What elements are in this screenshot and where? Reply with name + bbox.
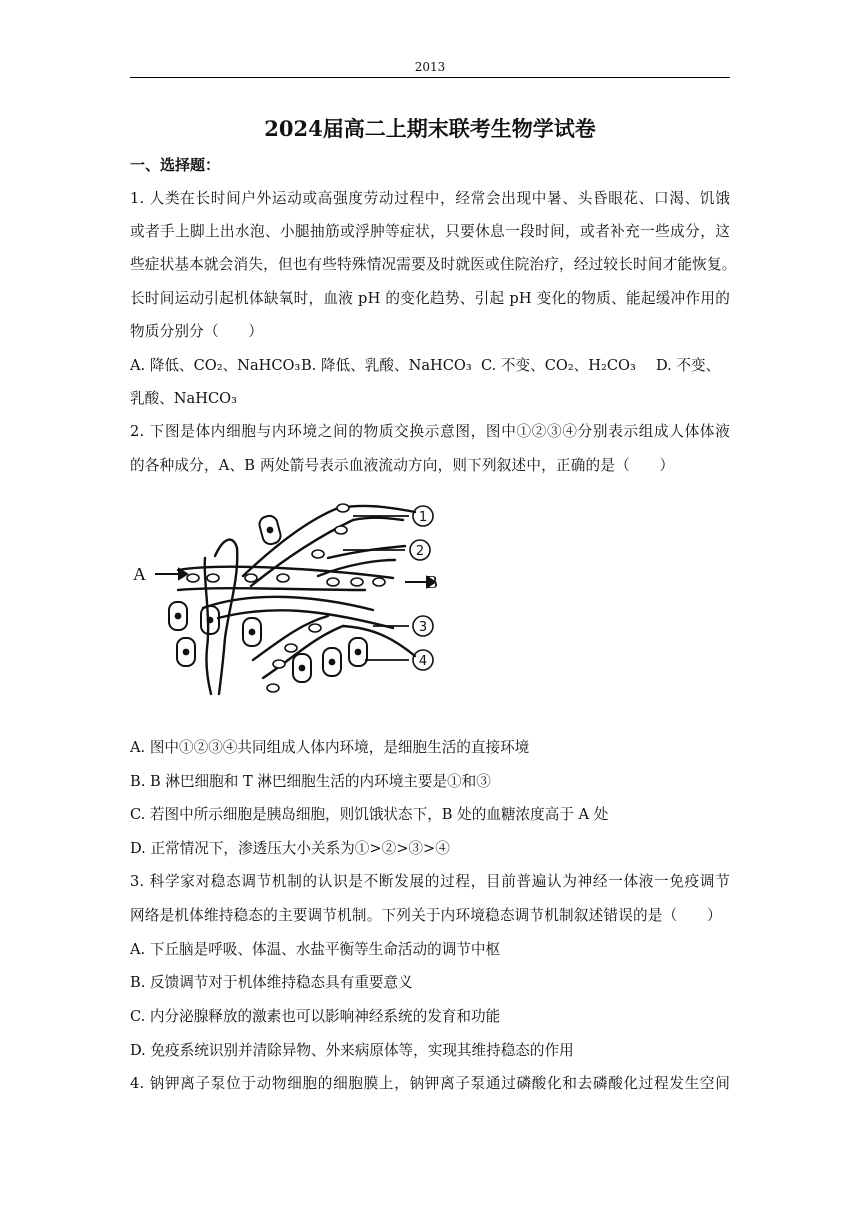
q1-option-a: A. 降低、CO₂、NaHCO₃ — [130, 357, 301, 374]
q3-option-a: A. 下丘脑是呼吸、体温、水盐平衡等生命活动的调节中枢 — [130, 941, 501, 958]
diagram-label-b: B — [425, 572, 438, 592]
q3-option-d: D. 免疫系统识别并清除异物、外来病原体等，实现其维持稳态的作用 — [130, 1042, 574, 1059]
q3-option-b: B. 反馈调节对于机体维持稳态具有重要意义 — [130, 974, 413, 991]
q2-line: 2. 下图是体内细胞与内环境之间的物质交换示意图，图中①②③④分别表示组成人体体液 — [130, 423, 730, 440]
diagram-marker-3: 3 — [418, 620, 428, 635]
q1-option-d: D. 不变、 — [656, 357, 721, 374]
section-heading: 一、选择题： — [130, 156, 221, 174]
body-fluid-diagram — [133, 498, 443, 698]
diagram-label-a: A — [133, 564, 146, 584]
q1-option-c: C. 不变、CO₂、H₂CO₃ — [481, 357, 636, 374]
q1-line: 些症状基本就会消失，但也有些特殊情况需要及时就医或住院治疗，经过较长时间才能恢复。 — [130, 256, 737, 273]
q1-line: 物质分别分（ ） — [130, 323, 264, 340]
diagram-marker-2: 2 — [415, 544, 425, 559]
diagram-marker-1: 1 — [418, 510, 428, 525]
exam-title: 2024届高二上期末联考生物学试卷 — [264, 116, 596, 141]
q3-line: 网络是机体维持稳态的主要调节机制。下列关于内环境稳态调节机制叙述错误的是（ ） — [130, 907, 722, 924]
q2-option-d: D. 正常情况下，渗透压大小关系为①>②>③>④ — [130, 840, 450, 857]
header-rule — [130, 77, 730, 78]
q2-line: 的各种成分，A、B 两处箭号表示血液流动方向，则下列叙述中，正确的是（ ） — [130, 457, 675, 474]
q1-line: 1. 人类在长时间户外运动或高强度劳动过程中，经常会出现中暑、头昏眼花、口渴、饥饿 — [130, 190, 730, 207]
q1-line: 或者手上脚上出水泡、小腿抽筋或浮肿等症状，只要休息一段时间，或者补充一些成分，这 — [130, 223, 730, 240]
q1-option-b: B. 降低、乳酸、NaHCO₃ — [301, 357, 472, 374]
q2-option-c: C. 若图中所示细胞是胰岛细胞，则饥饿状态下，B 处的血糖浓度高于 A 处 — [130, 806, 609, 823]
q2-option-a: A. 图中①②③④共同组成人体内环境，是细胞生活的直接环境 — [130, 739, 530, 756]
q4-line: 4. 钠钾离子泵位于动物细胞的细胞膜上，钠钾离子泵通过磷酸化和去磷酸化过程发生空间 — [130, 1075, 730, 1092]
q1-option-d-cont: 乳酸、NaHCO₃ — [130, 390, 237, 407]
diagram-marker-4: 4 — [418, 654, 428, 669]
q2-option-b: B. B 淋巴细胞和 T 淋巴细胞生活的内环境主要是①和③ — [130, 773, 491, 790]
q1-line: 长时间运动引起机体缺氧时，血液 pH 的变化趋势、引起 pH 变化的物质、能起缓冲作用的 — [130, 290, 730, 307]
page-header: 2013 — [414, 60, 446, 74]
q3-option-c: C. 内分泌腺释放的激素也可以影响神经系统的发育和功能 — [130, 1008, 501, 1025]
q3-line: 3. 科学家对稳态调节机制的认识是不断发展的过程，目前普遍认为神经一体液一免疫调节 — [130, 873, 730, 890]
